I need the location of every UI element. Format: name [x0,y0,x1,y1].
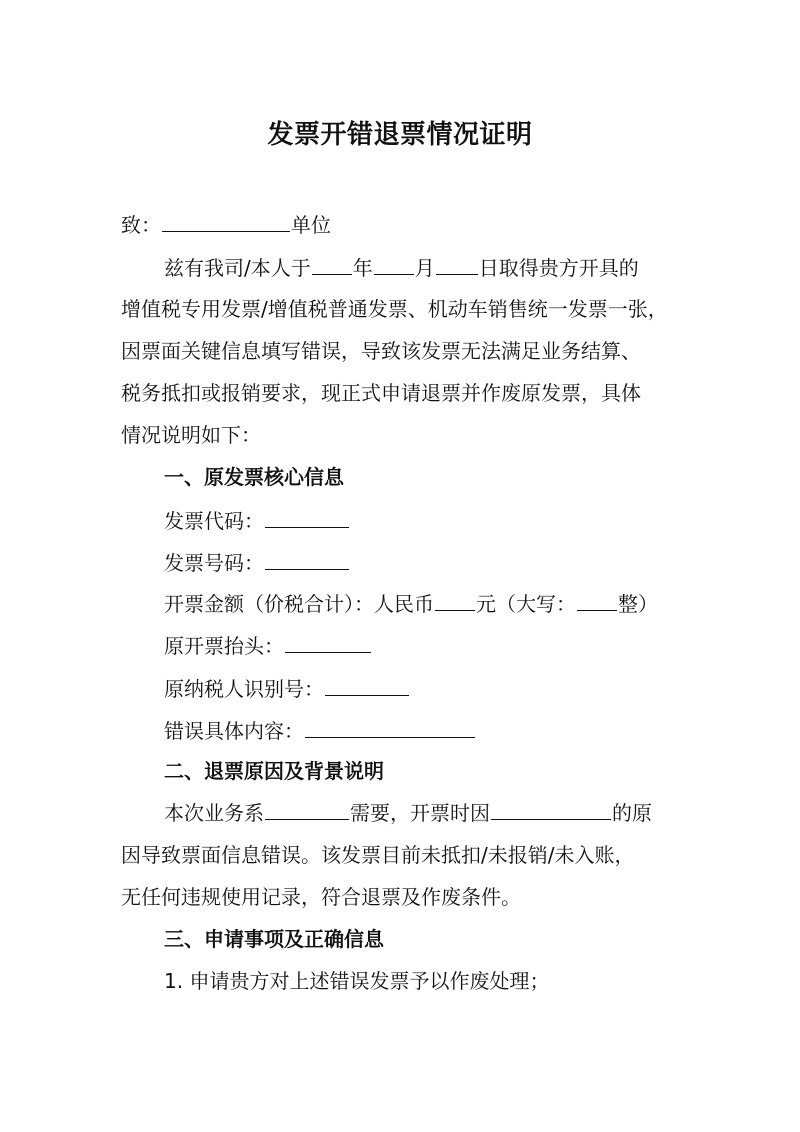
taxpayer-id-label: 原纳税人识别号： [164,677,324,701]
section3-item-1: 1. 申请贵方对上述错误发票予以作废处理； [164,969,550,993]
section2-heading: 二、退票原因及背景说明 [164,759,384,783]
intro-line-2: 增值税专用发票/增值税普通发票、机动车销售统一发票一张， [121,297,668,321]
reason-label: 需要，开票时因 [350,801,490,825]
original-title-blank [285,630,371,653]
original-title-label: 原开票抬头： [164,634,284,658]
year-blank [312,252,352,275]
invoice-number-blank [265,547,349,570]
section1-heading: 一、原发票核心信息 [164,465,344,489]
reason-suffix: 的原 [612,801,652,825]
business-label: 本次业务系 [164,801,264,825]
error-content-line [164,715,734,746]
business-blank [265,797,349,820]
intro-line-1 [164,252,734,283]
amount-suffix: 整） [618,592,658,616]
day-blank [436,252,478,275]
salutation-prefix: 致： [121,213,161,237]
invoice-code-label: 发票代码： [164,509,264,533]
amount-label: 开票金额（价税合计）：人民币 [164,592,434,616]
intro-line-5: 情况说明如下： [121,423,261,447]
section3-heading: 三、申请事项及正确信息 [164,927,384,951]
invoice-code-line [164,505,734,536]
invoice-code-blank [265,505,349,528]
amount-blank [435,588,475,611]
intro-line-4: 税务抵扣或报销要求，现正式申请退票并作废原发票，具体 [121,381,641,405]
reason-blank [491,797,611,820]
section2-line-1 [164,797,734,828]
original-title-line [164,630,734,661]
taxpayer-id-line [164,673,734,704]
salutation-suffix: 单位 [291,213,331,237]
intro-text: 兹有我司/本人于 [164,256,311,280]
amount-line [164,588,734,619]
intro-line-3: 因票面关键信息填写错误，导致该发票无法满足业务结算、 [121,339,641,363]
taxpayer-id-blank [325,673,409,696]
error-content-blank [305,715,475,738]
section2-line-2: 因导致票面信息错误。该发票目前未抵扣/未报销/未入账， [121,843,635,867]
document-title: 发票开错退票情况证明 [267,120,533,150]
month-blank [374,252,414,275]
day-label: 日取得贵方开具的 [478,256,639,280]
year-label: 年 [352,256,373,280]
invoice-number-line [164,547,734,578]
recipient-unit-blank [162,209,290,232]
salutation-line [121,209,691,240]
amount-capital-label: 元（大写： [476,592,576,616]
error-content-label: 错误具体内容： [164,719,304,743]
section2-line-3: 无任何违规使用记录，符合退票及作废条件。 [121,885,521,909]
invoice-number-label: 发票号码： [164,551,264,575]
amount-capital-blank [577,588,617,611]
month-label: 月 [414,256,435,280]
